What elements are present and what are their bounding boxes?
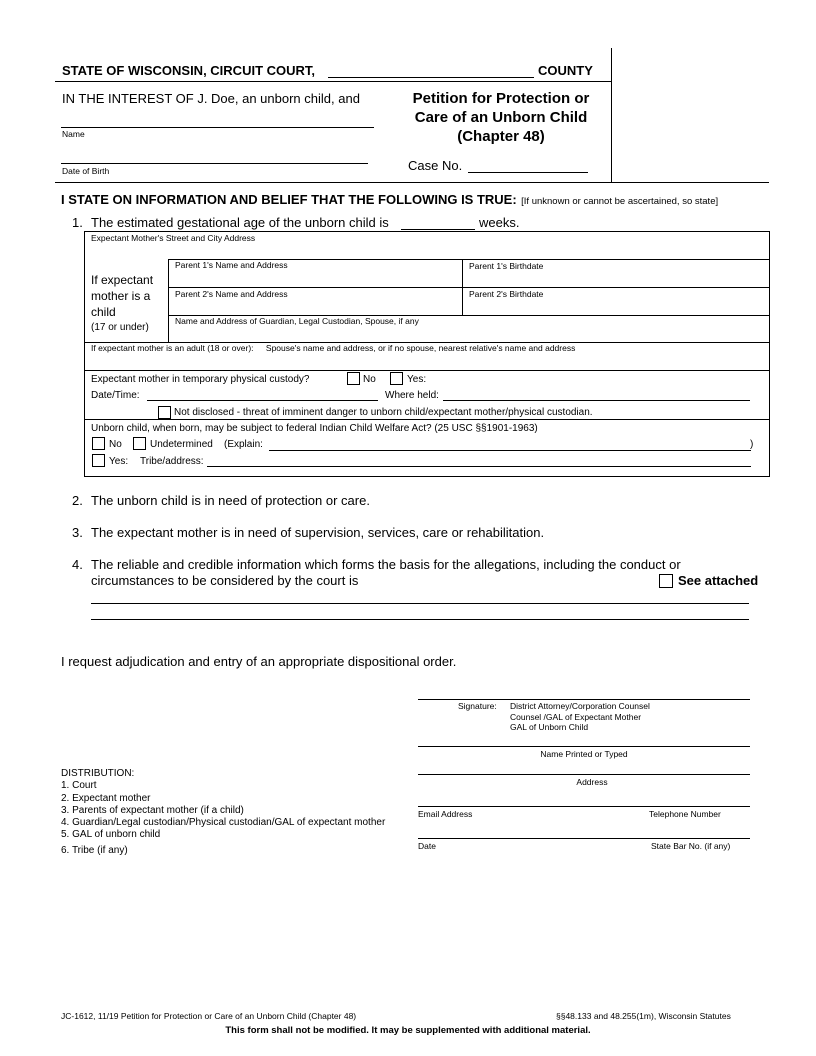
not-disclosed-checkbox[interactable] (158, 406, 171, 419)
date-time-label: Date/Time: (91, 390, 140, 401)
custody-no-checkbox[interactable] (347, 372, 360, 385)
item1-text-before: The estimated gestational age of the unborn child is (91, 215, 389, 230)
title-line-1: Petition for Protection or (412, 90, 590, 107)
statement-heading-text: I STATE ON INFORMATION AND BELIEF THAT THE FOLLOWING IS TRUE: (61, 192, 517, 207)
item2-number: 2. (72, 493, 83, 508)
email-phone-field[interactable] (418, 806, 750, 807)
icwa-no-label: No (109, 439, 122, 450)
parent2-name-label: Parent 2's Name and Address (175, 289, 288, 299)
county-label: COUNTY (538, 63, 593, 78)
title-line-3: (Chapter 48) (457, 128, 545, 145)
adult-spouse-label: Spouse's name and address, or if no spouse, nearest relative's name and address (265, 343, 576, 353)
distribution-item: 1. Court (61, 780, 97, 792)
undetermined-label: Undetermined (150, 439, 213, 450)
see-attached-checkbox[interactable] (659, 574, 673, 588)
item4-line-2: circumstances to be considered by the court is (91, 573, 359, 588)
signature-role-2: Counsel /GAL of Expectant Mother (510, 711, 642, 722)
if-child-line-1: If expectant (91, 273, 154, 287)
distribution-item: 4. Guardian/Legal custodian/Physical custodian/GAL of expectant mother (61, 817, 386, 829)
case-no-label: Case No. (408, 158, 463, 173)
statement-heading (61, 191, 718, 209)
state-bar-label: State Bar No. (if any) (651, 841, 731, 851)
date-label: Date (418, 841, 436, 851)
item3-text: The expectant mother is in need of supervision, services, care or rehabilitation. (91, 525, 545, 540)
if-child-line-3: child (91, 305, 116, 319)
dob-field[interactable] (61, 163, 368, 164)
see-attached-label: See attached (678, 573, 759, 588)
where-held-field[interactable] (443, 400, 750, 401)
custody-yes-checkbox[interactable] (390, 372, 403, 385)
parent2-birthdate-label: Parent 2's Birthdate (469, 289, 544, 299)
table-rule-6 (84, 419, 769, 420)
adult-label: If expectant mother is an adult (18 or over): (91, 343, 254, 353)
distribution-heading: DISTRIBUTION: (61, 768, 135, 779)
if-child-line-2: mother is a (91, 289, 151, 303)
interest-of-text: IN THE INTEREST OF J. Doe, an unborn child, and (62, 91, 360, 106)
telephone-label: Telephone Number (649, 809, 721, 819)
dob-label: Date of Birth (62, 166, 110, 176)
form-title (392, 89, 610, 146)
header-divider-vertical (611, 48, 612, 182)
name-printed-label: Name Printed or Typed (540, 749, 628, 759)
header-bottom-rule (55, 182, 769, 183)
state-court-label: STATE OF WISCONSIN, CIRCUIT COURT, (62, 63, 316, 78)
name-field[interactable] (61, 127, 374, 128)
date-time-field[interactable] (147, 400, 378, 401)
statutes: §§48.133 and 48.255(1m), Wisconsin Statutes (556, 1011, 731, 1021)
item4-number: 4. (72, 557, 83, 572)
info-line-2[interactable] (91, 619, 749, 620)
icwa-yes-checkbox[interactable] (92, 454, 105, 467)
custody-question: Expectant mother in temporary physical custody? (91, 374, 310, 385)
distribution-list (61, 768, 385, 857)
icwa-yes-label: Yes: (109, 456, 129, 467)
info-line-1[interactable] (91, 603, 749, 604)
if-child-line-4: (17 or under) (91, 322, 149, 333)
item3-number: 3. (72, 525, 83, 540)
signature-roles (510, 701, 650, 733)
where-held-label: Where held: (385, 390, 439, 401)
name-printed-field[interactable] (418, 746, 750, 747)
address-field[interactable] (418, 774, 750, 775)
case-no-field[interactable] (468, 172, 588, 173)
custody-no-label: No (363, 374, 376, 385)
parent1-name-label: Parent 1's Name and Address (175, 260, 288, 270)
header-rule (55, 81, 612, 82)
distribution-item: 2. Expectant mother (61, 792, 151, 804)
date-bar-field[interactable] (418, 838, 750, 839)
name-label: Name (62, 129, 85, 139)
tribe-address-field[interactable] (207, 466, 751, 467)
item4-line-1: The reliable and credible information which forms the basis for the allegations, including the conduct or (91, 557, 681, 572)
signature-role-3: GAL of Unborn Child (510, 722, 589, 732)
explain-field[interactable] (269, 450, 751, 451)
child-section-divider (168, 259, 169, 342)
table-rule-2 (168, 287, 769, 288)
parent1-birthdate-label: Parent 1's Birthdate (469, 261, 544, 271)
gestational-age-field[interactable] (401, 229, 475, 230)
title-line-2: Care of an Unborn Child (414, 109, 588, 126)
form-notice: This form shall not be modified. It may be supplemented with additional material. (225, 1025, 591, 1036)
request-text: I request adjudication and entry of an appropriate dispositional order. (61, 654, 457, 669)
item2-text: The unborn child is in need of protection or care. (91, 493, 370, 508)
table-rule-5 (84, 370, 769, 371)
address-label: Address (576, 777, 608, 787)
if-child-label (91, 272, 153, 336)
adult-row (91, 343, 575, 353)
distribution-item: 6. Tribe (if any) (61, 844, 128, 856)
guardian-label: Name and Address of Guardian, Legal Custodian, Spouse, if any (175, 316, 419, 326)
statement-heading-note: [If unknown or cannot be ascertained, so state] (521, 196, 719, 207)
form-id: JC-1612, 11/19 Petition for Protection or Care of an Unborn Child (Chapter 48) (61, 1011, 357, 1021)
custody-yes-label: Yes: (407, 374, 427, 385)
distribution-item: 5. GAL of unborn child (61, 829, 161, 841)
item1-text-after: weeks. (479, 215, 520, 230)
icwa-no-checkbox[interactable] (92, 437, 105, 450)
county-field[interactable] (328, 77, 534, 78)
item1-number: 1. (72, 215, 83, 230)
signature-role-1: District Attorney/Corporation Counsel (510, 701, 650, 711)
explain-close: ) (750, 439, 754, 450)
icwa-question: Unborn child, when born, may be subject to federal Indian Child Welfare Act? (25 USC §§1901-1963) (91, 423, 538, 434)
tribe-address-label: Tribe/address: (140, 456, 204, 467)
undetermined-checkbox[interactable] (133, 437, 146, 450)
signature-label: Signature: (458, 701, 497, 711)
email-label: Email Address (418, 809, 473, 819)
street-address-label: Expectant Mother's Street and City Address (91, 233, 256, 243)
distribution-item: 3. Parents of expectant mother (if a child) (61, 804, 244, 816)
signature-field[interactable] (418, 699, 750, 700)
explain-label: (Explain: (224, 439, 263, 450)
not-disclosed-label: Not disclosed - threat of imminent danger to unborn child/expectant mother/physical custodian. (174, 407, 593, 418)
